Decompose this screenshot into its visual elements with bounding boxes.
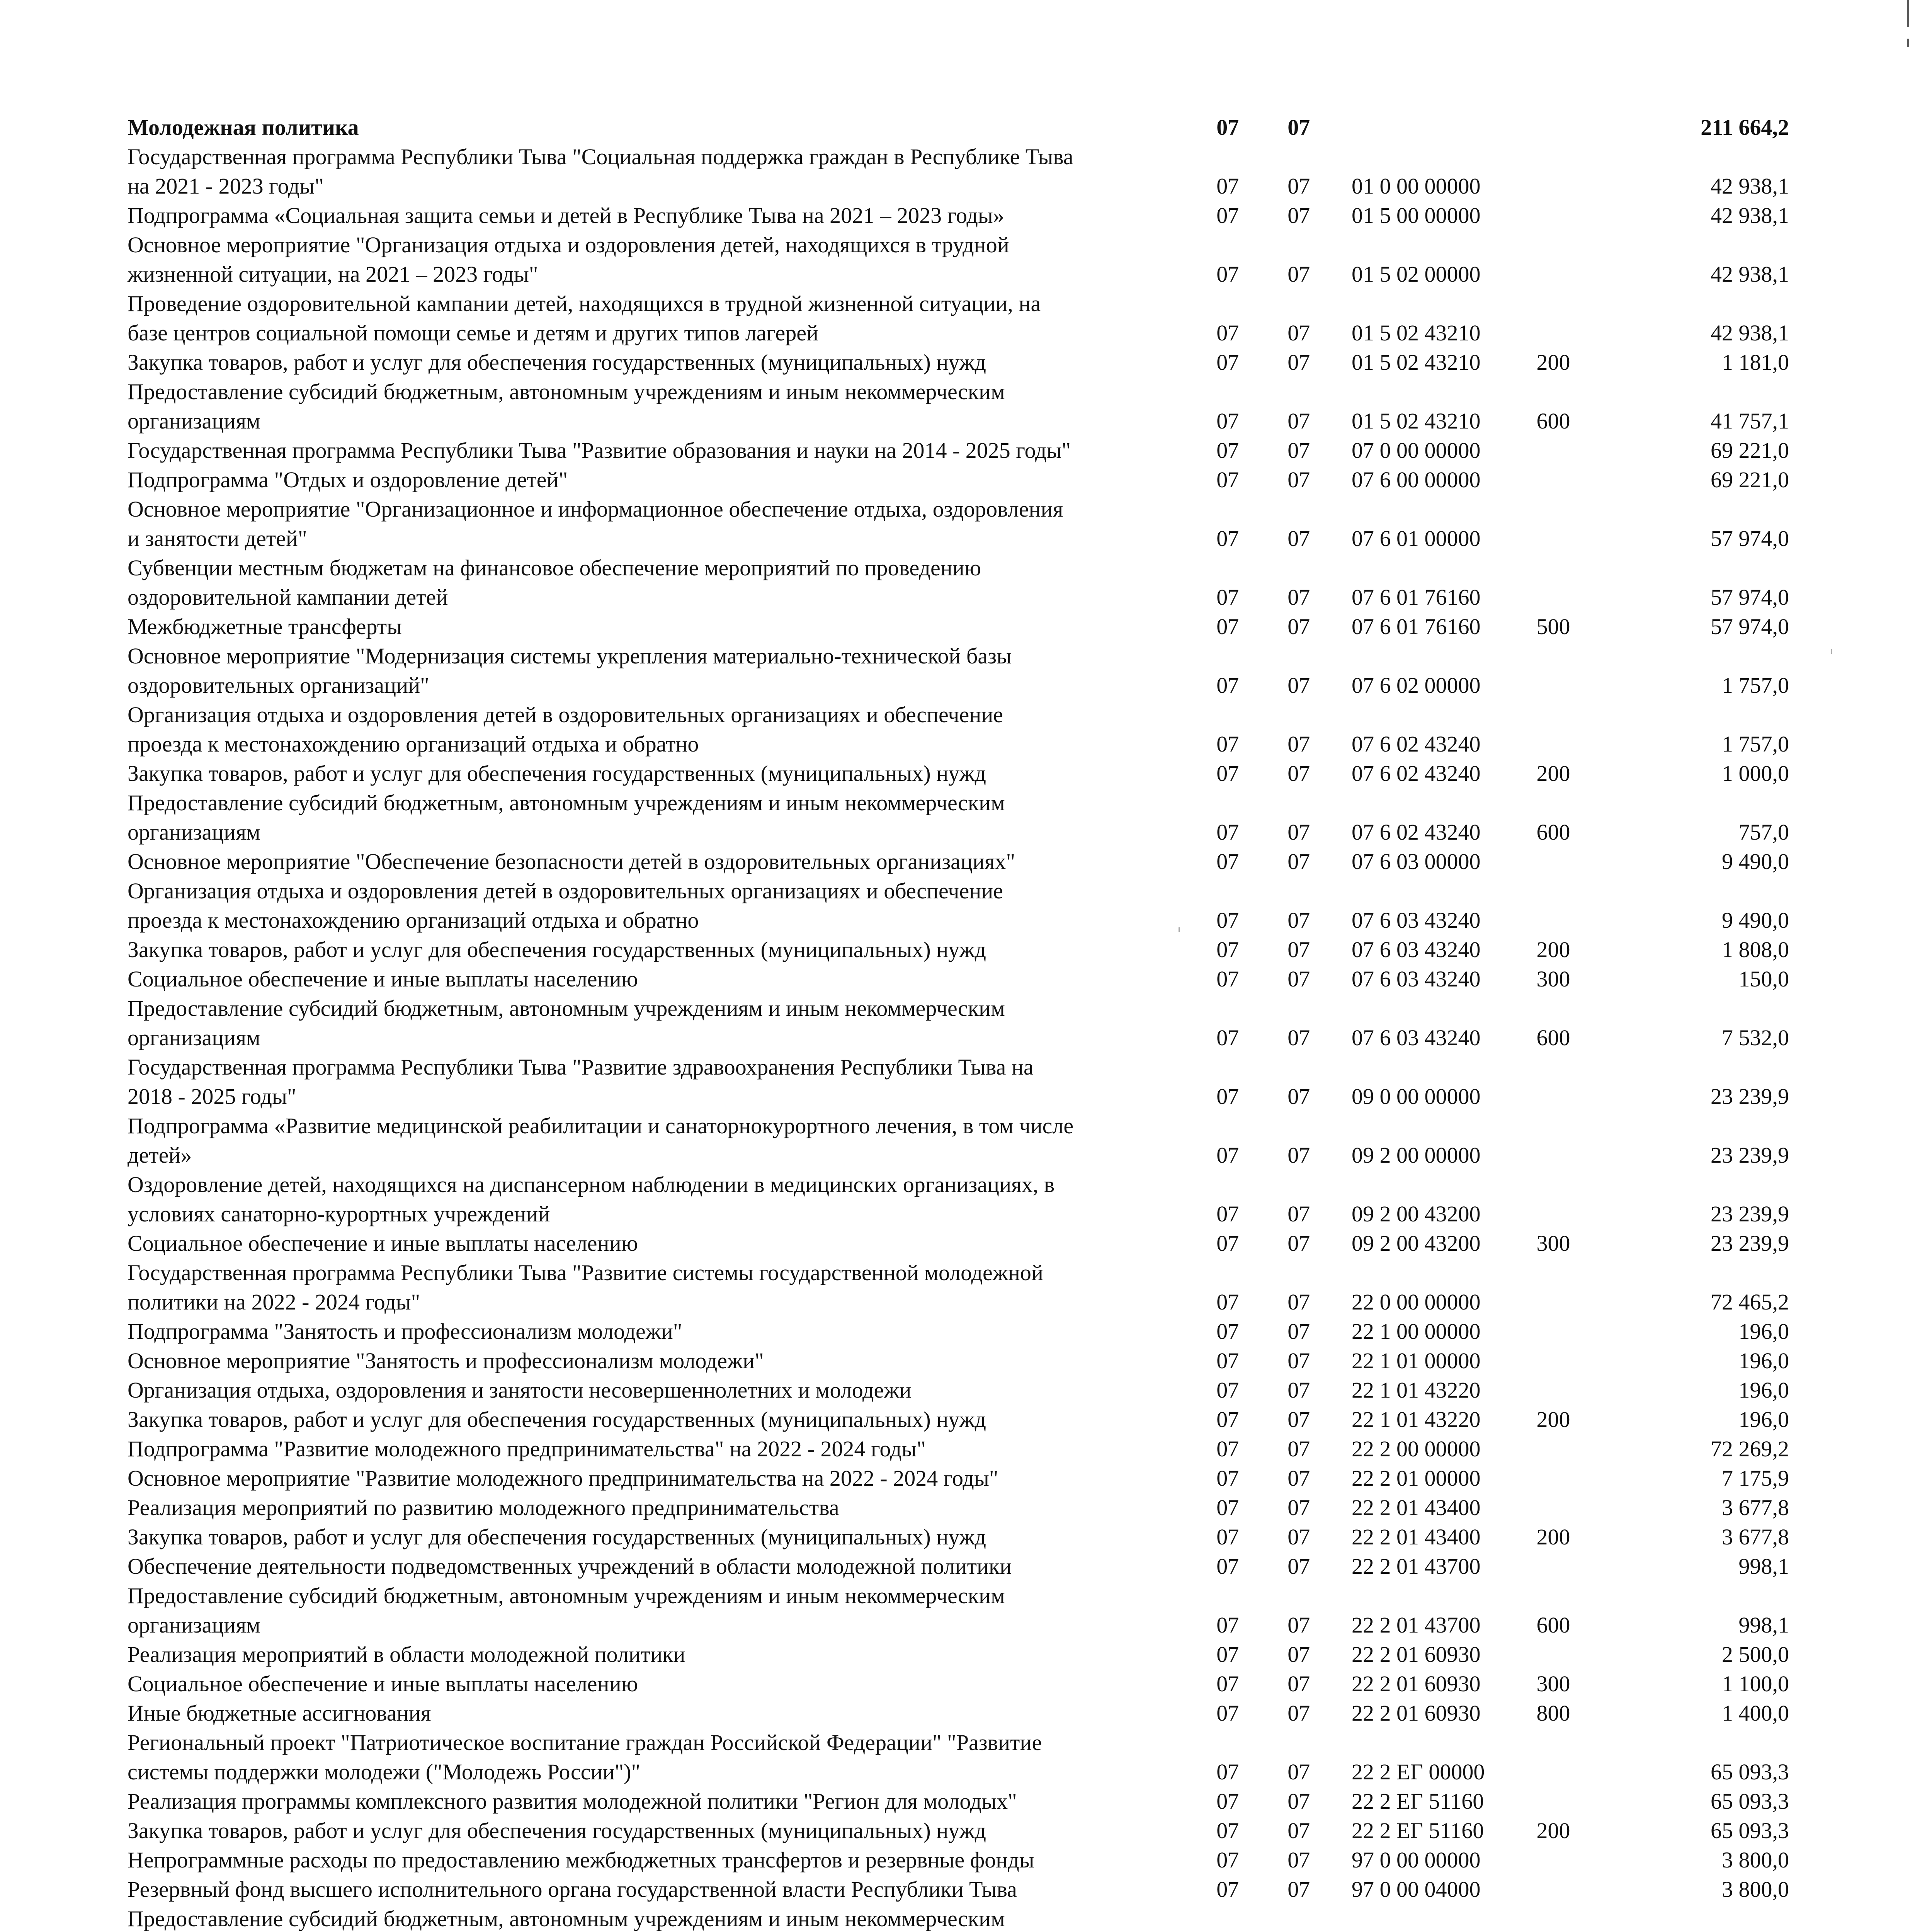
table-row: [128, 377, 1789, 436]
row-description: Закупка товаров, работ и услуг для обеспечения государственных (муниципальных) нужд: [128, 1407, 986, 1432]
row-target-article-code: 09 2 00 43200: [1351, 1201, 1481, 1226]
row-subsection-code: 07: [1287, 1671, 1310, 1696]
row-section-code: 07: [1216, 1818, 1239, 1843]
row-expense-type-code: 200: [1536, 1818, 1570, 1843]
row-amount: 23 239,9: [1711, 1201, 1789, 1226]
row-expense-type-code: 500: [1536, 614, 1570, 639]
row-target-article-code: 07 6 01 76160: [1351, 585, 1481, 610]
row-amount: 998,1: [1738, 1612, 1789, 1638]
row-section-code: 07: [1216, 585, 1239, 610]
row-subsection-code: 07: [1287, 1466, 1310, 1491]
budget-table: [128, 113, 1789, 1932]
row-section-code: 07: [1216, 1495, 1239, 1520]
row-expense-type-code: 200: [1536, 761, 1570, 786]
row-description: Социальное обеспечение и иные выплаты населению: [128, 1231, 638, 1256]
row-section-code: 07: [1216, 1201, 1239, 1226]
table-row: [128, 1111, 1789, 1170]
row-section-code: 07: [1216, 115, 1239, 140]
table-row: [128, 1464, 1789, 1493]
row-subsection-code: 07: [1287, 1025, 1310, 1050]
row-section-code: 07: [1216, 937, 1239, 962]
scan-edge-mark: [1907, 0, 1909, 27]
row-description: Основное мероприятие "Организация отдыха и оздоровления детей, находящихся в трудной жизненной ситуации, на 2021 – 2023 годы": [128, 232, 1009, 287]
row-section-code: 07: [1216, 731, 1239, 757]
row-expense-type-code: 200: [1536, 1407, 1570, 1432]
row-description: Предоставление субсидий бюджетным, автономным учреждениям и иным некоммерческим: [128, 1906, 1005, 1931]
row-section-code: 07: [1216, 1231, 1239, 1256]
row-target-article-code: 97 0 00 00000: [1351, 1847, 1481, 1872]
row-section-code: 07: [1216, 1348, 1239, 1373]
row-subsection-code: 07: [1287, 1289, 1310, 1315]
table-row: [128, 1170, 1789, 1229]
row-target-article-code: 22 2 ЕГ 51160: [1351, 1789, 1484, 1814]
table-row: [128, 1405, 1789, 1434]
row-section-code: 07: [1216, 1084, 1239, 1109]
row-subsection-code: 07: [1287, 438, 1310, 463]
row-amount: 1 400,0: [1722, 1701, 1789, 1726]
row-description: Резервный фонд высшего исполнительного органа государственной власти Республики Тыва: [128, 1877, 1017, 1902]
row-section-code: 07: [1216, 820, 1239, 845]
row-subsection-code: 07: [1287, 115, 1310, 140]
row-subsection-code: 07: [1287, 673, 1310, 698]
row-amount: 211 664,2: [1701, 115, 1789, 140]
row-subsection-code: 07: [1287, 761, 1310, 786]
table-row: [128, 495, 1789, 553]
table-row: [128, 788, 1789, 847]
row-target-article-code: 01 5 02 43210: [1351, 320, 1481, 345]
row-amount: 3 677,8: [1722, 1495, 1789, 1520]
row-subsection-code: 07: [1287, 1642, 1310, 1667]
row-subsection-code: 07: [1287, 1084, 1310, 1109]
row-target-article-code: 22 2 01 43400: [1351, 1495, 1481, 1520]
table-row: [128, 1229, 1789, 1258]
row-subsection-code: 07: [1287, 731, 1310, 757]
row-description: Подпрограмма "Развитие молодежного предпринимательства" на 2022 - 2024 годы": [128, 1436, 926, 1461]
row-expense-type-code: 300: [1536, 1231, 1570, 1256]
row-description: Обеспечение деятельности подведомственных учреждений в области молодежной политики: [128, 1554, 1012, 1579]
row-expense-type-code: 600: [1536, 1025, 1570, 1050]
table-row: [128, 1346, 1789, 1376]
table-row: [128, 876, 1789, 935]
row-subsection-code: 07: [1287, 1789, 1310, 1814]
row-target-article-code: 22 1 00 00000: [1351, 1319, 1481, 1344]
row-description: Субвенции местным бюджетам на финансовое обеспечение мероприятий по проведению оздоровительной кампании детей: [128, 555, 981, 610]
row-amount: 1 757,0: [1722, 673, 1789, 698]
row-target-article-code: 22 1 01 43220: [1351, 1378, 1481, 1403]
row-target-article-code: 07 6 01 00000: [1351, 526, 1481, 551]
row-target-article-code: 01 5 02 43210: [1351, 350, 1481, 375]
section-row: [128, 113, 1789, 142]
row-subsection-code: 07: [1287, 1495, 1310, 1520]
row-target-article-code: 22 1 01 43220: [1351, 1407, 1481, 1432]
table-row: [128, 1317, 1789, 1346]
row-subsection-code: 07: [1287, 1407, 1310, 1432]
table-row: [128, 935, 1789, 964]
row-subsection-code: 07: [1287, 350, 1310, 375]
row-target-article-code: 01 5 02 43210: [1351, 408, 1481, 434]
row-amount: 42 938,1: [1711, 173, 1789, 199]
row-description: Государственная программа Республики Тыва "Развитие образования и науки на 2014 - 2025 годы": [128, 438, 1071, 463]
row-amount: 9 490,0: [1722, 908, 1789, 933]
row-subsection-code: 07: [1287, 614, 1310, 639]
row-target-article-code: 22 2 01 43700: [1351, 1612, 1481, 1638]
row-description: Организация отдыха и оздоровления детей в оздоровительных организациях и обеспечение проезда к местонахождению организаций отдыха и обратно: [128, 878, 1003, 933]
row-subsection-code: 07: [1287, 173, 1310, 199]
row-section-code: 07: [1216, 1436, 1239, 1461]
table-row: [128, 759, 1789, 788]
row-subsection-code: 07: [1287, 203, 1310, 228]
row-amount: 65 093,3: [1711, 1789, 1789, 1814]
row-description: Подпрограмма «Социальная защита семьи и детей в Республике Тыва на 2021 – 2023 годы»: [128, 203, 1004, 228]
row-section-code: 07: [1216, 350, 1239, 375]
row-expense-type-code: 200: [1536, 350, 1570, 375]
row-description: Подпрограмма «Развитие медицинской реабилитации и санаторнокурортного лечения, в том числе детей»: [128, 1113, 1074, 1168]
row-target-article-code: 22 2 00 00000: [1351, 1436, 1481, 1461]
row-amount: 72 465,2: [1711, 1289, 1789, 1315]
row-description: Основное мероприятие "Занятость и профессионализм молодежи": [128, 1348, 764, 1373]
row-amount: 65 093,3: [1711, 1818, 1789, 1843]
row-description: Региональный проект "Патриотическое воспитание граждан Российской Федерации" "Развитие системы поддержки молодежи ("Молодежь России")": [128, 1730, 1042, 1784]
row-amount: 42 938,1: [1711, 320, 1789, 345]
row-expense-type-code: 300: [1536, 966, 1570, 992]
row-amount: 69 221,0: [1711, 467, 1789, 492]
row-description: Закупка товаров, работ и услуг для обеспечения государственных (муниципальных) нужд: [128, 761, 986, 786]
row-amount: 7 175,9: [1722, 1466, 1789, 1491]
row-amount: 196,0: [1738, 1407, 1789, 1432]
table-row: [128, 1699, 1789, 1728]
row-target-article-code: 01 0 00 00000: [1351, 173, 1481, 199]
table-row: [128, 1787, 1789, 1816]
row-section-code: 07: [1216, 1612, 1239, 1638]
row-subsection-code: 07: [1287, 1378, 1310, 1403]
table-row: [128, 1581, 1789, 1640]
row-section-code: 07: [1216, 262, 1239, 287]
row-section-code: 07: [1216, 1524, 1239, 1549]
row-subsection-code: 07: [1287, 966, 1310, 992]
table-row: [128, 289, 1789, 348]
row-section-code: 07: [1216, 320, 1239, 345]
table-row: [128, 553, 1789, 612]
row-description: Межбюджетные трансферты: [128, 614, 402, 639]
row-section-code: 07: [1216, 1378, 1239, 1403]
scan-speck: [1831, 649, 1832, 654]
row-subsection-code: 07: [1287, 1847, 1310, 1872]
row-target-article-code: 07 6 03 43240: [1351, 937, 1481, 962]
row-amount: 72 269,2: [1711, 1436, 1789, 1461]
table-row: [128, 1434, 1789, 1464]
row-description: Закупка товаров, работ и услуг для обеспечения государственных (муниципальных) нужд: [128, 350, 986, 375]
row-subsection-code: 07: [1287, 1436, 1310, 1461]
row-section-code: 07: [1216, 1759, 1239, 1784]
row-description: Предоставление субсидий бюджетным, автономным учреждениям и иным некоммерческим организациям: [128, 379, 1005, 434]
row-target-article-code: 07 6 03 43240: [1351, 908, 1481, 933]
row-amount: 23 239,9: [1711, 1084, 1789, 1109]
row-section-code: 07: [1216, 526, 1239, 551]
row-section-code: 07: [1216, 1319, 1239, 1344]
row-amount: 1 000,0: [1722, 761, 1789, 786]
row-amount: 57 974,0: [1711, 526, 1789, 551]
row-subsection-code: 07: [1287, 908, 1310, 933]
table-row: [128, 201, 1789, 230]
row-section-code: 07: [1216, 1407, 1239, 1432]
row-subsection-code: 07: [1287, 1701, 1310, 1726]
table-row: [128, 994, 1789, 1053]
row-subsection-code: 07: [1287, 1143, 1310, 1168]
row-section-code: 07: [1216, 1877, 1239, 1902]
table-row: [128, 1258, 1789, 1317]
row-section-code: 07: [1216, 1701, 1239, 1726]
row-subsection-code: 07: [1287, 820, 1310, 845]
row-section-code: 07: [1216, 173, 1239, 199]
row-expense-type-code: 800: [1536, 1701, 1570, 1726]
row-amount: 7 532,0: [1722, 1025, 1789, 1050]
row-target-article-code: 07 6 00 00000: [1351, 467, 1481, 492]
row-description: Основное мероприятие "Модернизация системы укрепления материально-технической базы оздоровительных организаций": [128, 643, 1012, 698]
table-row: [128, 612, 1789, 641]
table-row: [128, 1376, 1789, 1405]
table-row: [128, 1493, 1789, 1522]
row-target-article-code: 09 2 00 43200: [1351, 1231, 1481, 1256]
row-target-article-code: 07 6 03 43240: [1351, 1025, 1481, 1050]
table-row: [128, 1669, 1789, 1699]
row-description: Предоставление субсидий бюджетным, автономным учреждениям и иным некоммерческим организациям: [128, 996, 1005, 1050]
row-description: Проведение оздоровительной кампании детей, находящихся в трудной жизненной ситуации, на базе центров социальной помощи семье и детям и других типов лагерей: [128, 291, 1041, 345]
row-section-code: 07: [1216, 673, 1239, 698]
row-section-code: 07: [1216, 1789, 1239, 1814]
row-section-code: 07: [1216, 1847, 1239, 1872]
row-amount: 196,0: [1738, 1348, 1789, 1373]
scan-edge-mark: [1907, 39, 1909, 47]
table-row: [128, 1875, 1789, 1904]
table-row: [128, 348, 1789, 377]
row-target-article-code: 97 0 00 04000: [1351, 1877, 1481, 1902]
row-target-article-code: 07 6 03 00000: [1351, 849, 1481, 874]
row-subsection-code: 07: [1287, 1524, 1310, 1549]
row-section-code: 07: [1216, 1143, 1239, 1168]
table-row: [128, 1522, 1789, 1552]
row-subsection-code: 07: [1287, 467, 1310, 492]
row-description: Закупка товаров, работ и услуг для обеспечения государственных (муниципальных) нужд: [128, 1818, 986, 1843]
table-row: [128, 142, 1789, 201]
row-section-code: 07: [1216, 1466, 1239, 1491]
row-target-article-code: 07 6 02 43240: [1351, 820, 1481, 845]
row-description: Закупка товаров, работ и услуг для обеспечения государственных (муниципальных) нужд: [128, 1524, 986, 1549]
table-row: [128, 1728, 1789, 1787]
row-amount: 57 974,0: [1711, 614, 1789, 639]
row-description: Реализация мероприятий в области молодежной политики: [128, 1642, 685, 1667]
table-row: [128, 1552, 1789, 1581]
row-amount: 57 974,0: [1711, 585, 1789, 610]
row-target-article-code: 22 2 01 00000: [1351, 1466, 1481, 1491]
row-subsection-code: 07: [1287, 1554, 1310, 1579]
table-row: [128, 641, 1789, 700]
row-expense-type-code: 300: [1536, 1671, 1570, 1696]
row-amount: 196,0: [1738, 1378, 1789, 1403]
row-amount: 196,0: [1738, 1319, 1789, 1344]
row-amount: 23 239,9: [1711, 1143, 1789, 1168]
row-description: Основное мероприятие "Развитие молодежного предпринимательства на 2022 - 2024 годы": [128, 1466, 998, 1491]
table-row: [128, 230, 1789, 289]
row-section-code: 07: [1216, 1554, 1239, 1579]
row-section-code: 07: [1216, 203, 1239, 228]
row-expense-type-code: 200: [1536, 1524, 1570, 1549]
row-description: Реализация мероприятий по развитию молодежного предпринимательства: [128, 1495, 839, 1520]
row-section-code: 07: [1216, 1671, 1239, 1696]
row-subsection-code: 07: [1287, 526, 1310, 551]
row-target-article-code: 07 6 02 43240: [1351, 761, 1481, 786]
row-target-article-code: 22 2 ЕГ 51160: [1351, 1818, 1484, 1843]
row-section-code: 07: [1216, 849, 1239, 874]
row-target-article-code: 07 6 02 00000: [1351, 673, 1481, 698]
row-target-article-code: 22 0 00 00000: [1351, 1289, 1481, 1315]
row-subsection-code: 07: [1287, 1201, 1310, 1226]
row-section-code: 07: [1216, 966, 1239, 992]
row-target-article-code: 22 2 ЕГ 00000: [1351, 1759, 1485, 1784]
row-description: Иные бюджетные ассигнования: [128, 1701, 431, 1726]
row-target-article-code: 22 2 01 60930: [1351, 1701, 1481, 1726]
row-amount: 150,0: [1738, 966, 1789, 992]
row-subsection-code: 07: [1287, 1759, 1310, 1784]
row-subsection-code: 07: [1287, 1319, 1310, 1344]
table-row: [128, 1904, 1789, 1932]
row-description: Молодежная политика: [128, 115, 359, 140]
row-description: Социальное обеспечение и иные выплаты населению: [128, 966, 638, 992]
table-row: [128, 1845, 1789, 1875]
table-row: [128, 1053, 1789, 1111]
row-description: Подпрограмма "Занятость и профессионализм молодежи": [128, 1319, 682, 1344]
row-description: Социальное обеспечение и иные выплаты населению: [128, 1671, 638, 1696]
table-row: [128, 1640, 1789, 1669]
row-subsection-code: 07: [1287, 1348, 1310, 1373]
row-description: Непрограммные расходы по предоставлению межбюджетных трансфертов и резервные фонды: [128, 1847, 1034, 1872]
row-expense-type-code: 600: [1536, 820, 1570, 845]
row-amount: 23 239,9: [1711, 1231, 1789, 1256]
row-amount: 998,1: [1738, 1554, 1789, 1579]
row-subsection-code: 07: [1287, 1818, 1310, 1843]
row-section-code: 07: [1216, 908, 1239, 933]
row-section-code: 07: [1216, 614, 1239, 639]
table-row: [128, 436, 1789, 465]
row-target-article-code: 01 5 00 00000: [1351, 203, 1481, 228]
row-section-code: 07: [1216, 438, 1239, 463]
table-row: [128, 1816, 1789, 1845]
row-target-article-code: 22 2 01 60930: [1351, 1642, 1481, 1667]
table-row: [128, 964, 1789, 994]
row-amount: 1 100,0: [1722, 1671, 1789, 1696]
row-target-article-code: 09 0 00 00000: [1351, 1084, 1481, 1109]
row-amount: 69 221,0: [1711, 438, 1789, 463]
row-description: Организация отдыха и оздоровления детей в оздоровительных организациях и обеспечение проезда к местонахождению организаций отдыха и обратно: [128, 702, 1003, 757]
row-amount: 65 093,3: [1711, 1759, 1789, 1784]
row-subsection-code: 07: [1287, 1877, 1310, 1902]
row-section-code: 07: [1216, 1025, 1239, 1050]
row-section-code: 07: [1216, 761, 1239, 786]
row-amount: 42 938,1: [1711, 262, 1789, 287]
row-amount: 9 490,0: [1722, 849, 1789, 874]
row-subsection-code: 07: [1287, 320, 1310, 345]
row-amount: 1 808,0: [1722, 937, 1789, 962]
row-expense-type-code: 600: [1536, 1612, 1570, 1638]
row-subsection-code: 07: [1287, 937, 1310, 962]
row-section-code: 07: [1216, 1289, 1239, 1315]
row-section-code: 07: [1216, 1642, 1239, 1667]
row-subsection-code: 07: [1287, 408, 1310, 434]
row-target-article-code: 07 6 02 43240: [1351, 731, 1481, 757]
row-description: Государственная программа Республики Тыва "Развитие системы государственной молодежной политики на 2022 - 2024 годы": [128, 1260, 1043, 1315]
row-amount: 757,0: [1738, 820, 1789, 845]
row-target-article-code: 22 2 01 60930: [1351, 1671, 1481, 1696]
scan-speck: [1179, 927, 1180, 932]
row-target-article-code: 22 2 01 43700: [1351, 1554, 1481, 1579]
row-description: Основное мероприятие "Организационное и информационное обеспечение отдыха, оздоровления и занятости детей": [128, 497, 1063, 551]
row-amount: 2 500,0: [1722, 1642, 1789, 1667]
row-description: Подпрограмма "Отдых и оздоровление детей": [128, 467, 568, 492]
row-description: Закупка товаров, работ и услуг для обеспечения государственных (муниципальных) нужд: [128, 937, 986, 962]
row-amount: 3 677,8: [1722, 1524, 1789, 1549]
row-subsection-code: 07: [1287, 849, 1310, 874]
row-description: Реализация программы комплексного развития молодежной политики "Регион для молодых": [128, 1789, 1017, 1814]
row-expense-type-code: 600: [1536, 408, 1570, 434]
row-description: Оздоровление детей, находящихся на диспансерном наблюдении в медицинских организациях, в условиях санаторно-курортных учреждений: [128, 1172, 1055, 1226]
row-target-article-code: 01 5 02 00000: [1351, 262, 1481, 287]
row-target-article-code: 07 6 01 76160: [1351, 614, 1481, 639]
table-row: [128, 700, 1789, 759]
row-description: Основное мероприятие "Обеспечение безопасности детей в оздоровительных организациях": [128, 849, 1015, 874]
row-amount: 1 757,0: [1722, 731, 1789, 757]
row-subsection-code: 07: [1287, 1612, 1310, 1638]
row-description: Государственная программа Республики Тыва "Социальная поддержка граждан в Республике Тыва на 2021 - 2023 годы": [128, 144, 1073, 199]
row-section-code: 07: [1216, 408, 1239, 434]
row-target-article-code: 07 6 03 43240: [1351, 966, 1481, 992]
row-description: Предоставление субсидий бюджетным, автономным учреждениям и иным некоммерческим организациям: [128, 790, 1005, 845]
row-target-article-code: 22 1 01 00000: [1351, 1348, 1481, 1373]
row-amount: 3 800,0: [1722, 1847, 1789, 1872]
row-subsection-code: 07: [1287, 1231, 1310, 1256]
row-target-article-code: 22 2 01 43400: [1351, 1524, 1481, 1549]
row-subsection-code: 07: [1287, 262, 1310, 287]
row-amount: 3 800,0: [1722, 1877, 1789, 1902]
row-expense-type-code: 200: [1536, 937, 1570, 962]
row-subsection-code: 07: [1287, 585, 1310, 610]
row-amount: 42 938,1: [1711, 203, 1789, 228]
row-amount: 41 757,1: [1711, 408, 1789, 434]
row-description: Организация отдыха, оздоровления и занятости несовершеннолетних и молодежи: [128, 1378, 912, 1403]
row-amount: 1 181,0: [1722, 350, 1789, 375]
table-row: [128, 847, 1789, 876]
row-target-article-code: 07 0 00 00000: [1351, 438, 1481, 463]
row-section-code: 07: [1216, 467, 1239, 492]
row-description: Предоставление субсидий бюджетным, автономным учреждениям и иным некоммерческим организациям: [128, 1583, 1005, 1638]
row-target-article-code: 09 2 00 00000: [1351, 1143, 1481, 1168]
row-description: Государственная программа Республики Тыва "Развитие здравоохранения Республики Тыва на 2018 - 2025 годы": [128, 1054, 1034, 1109]
table-row: [128, 465, 1789, 495]
